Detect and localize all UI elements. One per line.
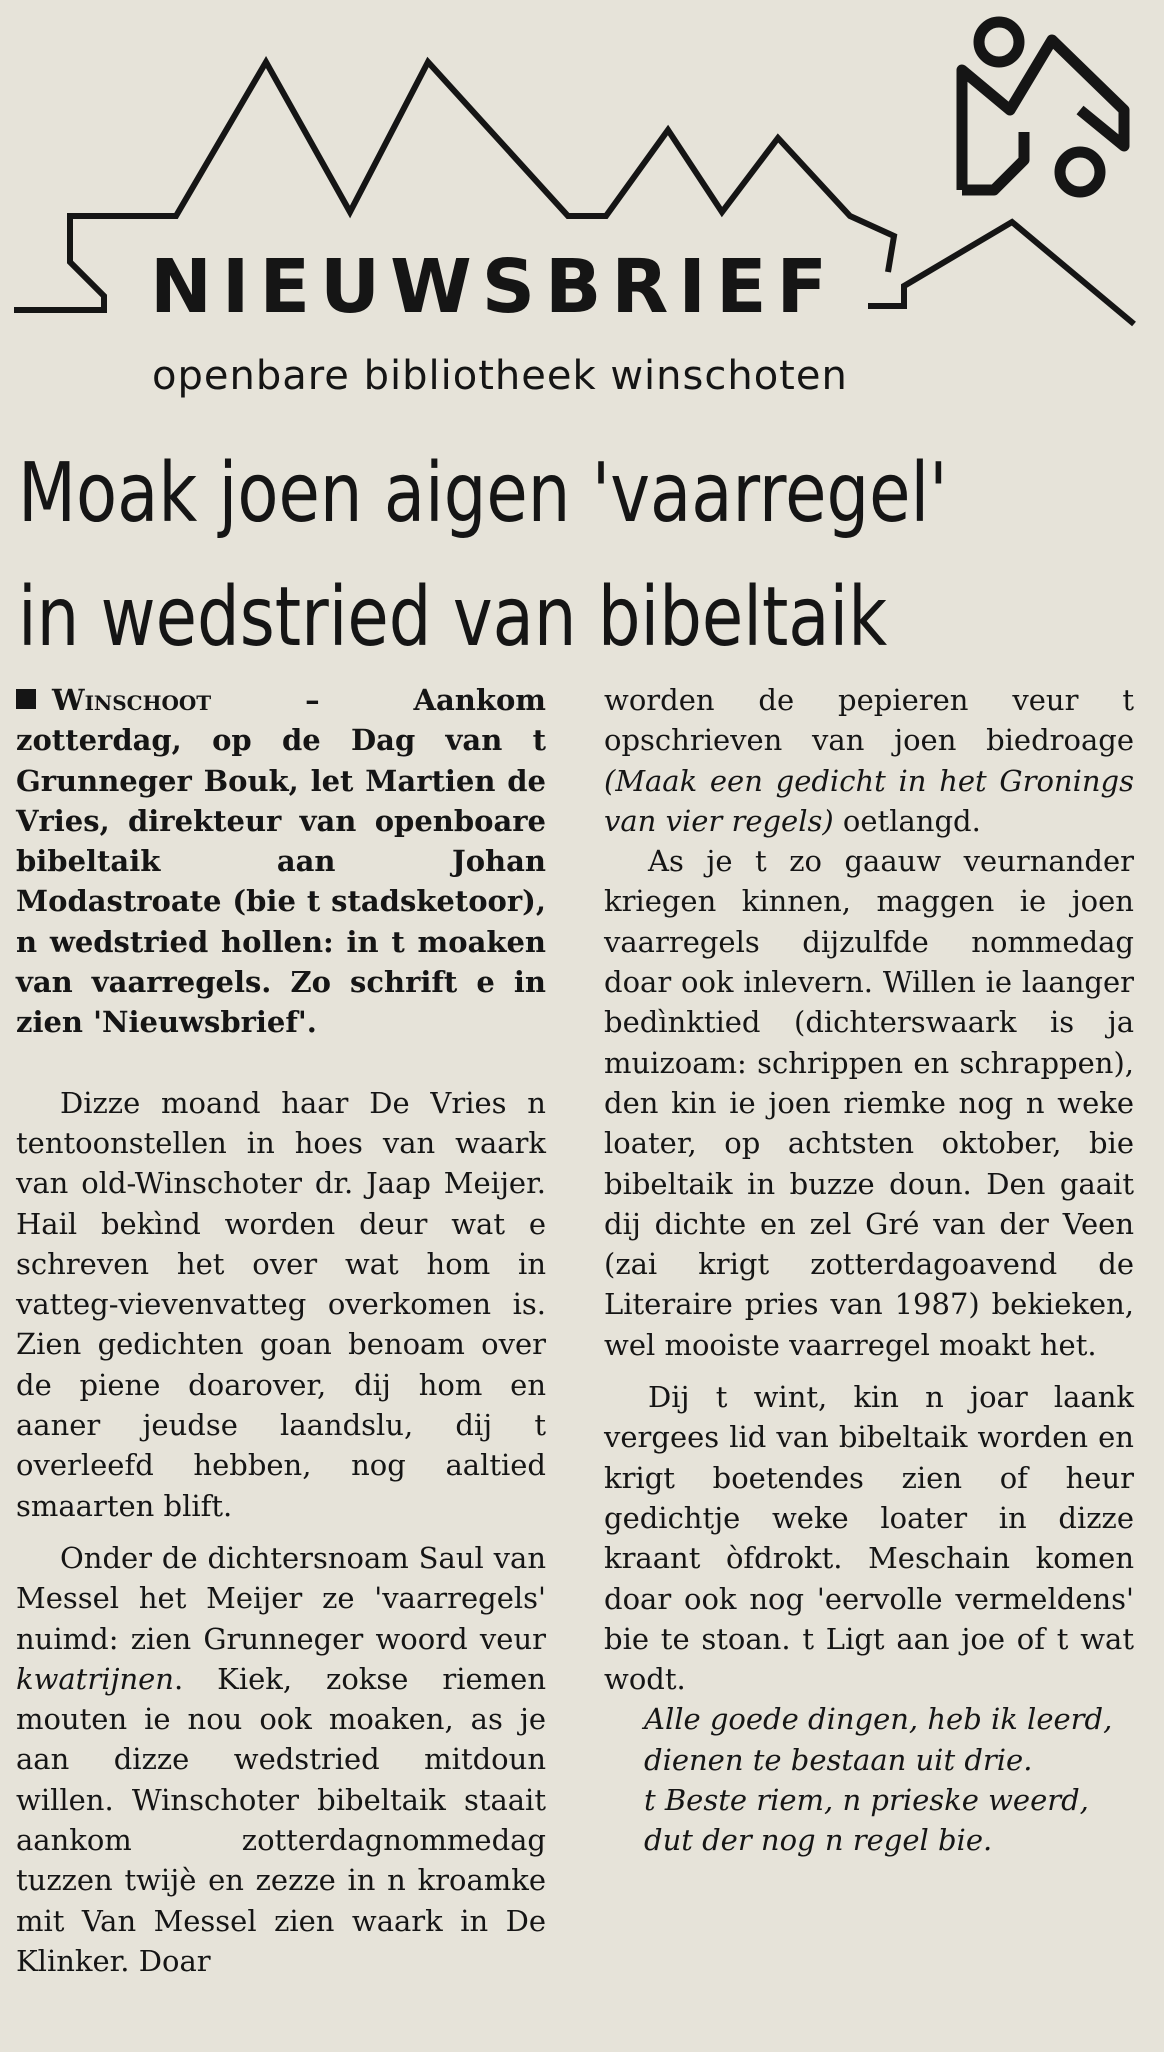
poem-line-1: Alle goede dingen, heb ik leerd, bbox=[644, 1702, 1113, 1737]
poem-line-4: dut der nog n regel bie. bbox=[644, 1823, 993, 1858]
poem bbox=[604, 1699, 1134, 1860]
dateline: Winschoot bbox=[52, 683, 212, 717]
article-lead bbox=[16, 680, 546, 1043]
article-headline bbox=[18, 432, 948, 680]
newsletter-subtitle: openbare bibliotheek winschoten bbox=[152, 353, 848, 399]
bullet-square-icon bbox=[16, 689, 36, 709]
paragraph-1: Dizze moand haar De Vries n tentoonstellen in hoes van waark van old-Winschoter dr. Jaap Meijer. Hail bekìnd worden deur wat e schreven het over wat hom in vatteg-vievenvatteg overkomen is. Zien gedichten goan benoam over de piene doarover, dij hom en aaner jeudse laandslu, dij t overleefd hebben, nog aaltied smaarten blift. bbox=[16, 1085, 546, 1523]
paragraph-5: Dij t wint, kin n joar laank vergees lid van bibeltaik worden en krigt boetendes zien of heur gedichtje weke loater in dizze kraant òfdrokt. Meschain komen doar ook nog 'eervolle vermeldens' bie te stoan. t Ligt aan joe of t wat wodt. bbox=[604, 1380, 1134, 1697]
article-column-right bbox=[604, 680, 1134, 1861]
article-column-left bbox=[16, 680, 546, 1981]
italic-note: (Maak een gedicht in het Gronings van vier regels) bbox=[604, 763, 1134, 838]
newsletter-title: NIEUWSBRIEF bbox=[150, 244, 838, 330]
lead-text: – Aankom zotterdag, op de Dag van t Grunneger Bouk, let Martien de Vries, direkteur van openboare bibeltaik aan Johan Modastroate (bie t stadsketoor), n wedstried hollen: in t moaken van vaarregels. Zo schrift e in zien 'Nieuwsbrief'. bbox=[16, 683, 546, 1040]
headline-line-1: Moak joen aigen 'vaarregel' bbox=[18, 446, 948, 541]
headline-line-2: in wedstried van bibeltaik bbox=[18, 570, 888, 665]
paragraph-3: worden de pepieren veur t opschrieven van joen biedroage (Maak een gedicht in het Gronings van vier regels) oetlangd. bbox=[604, 683, 1134, 838]
italic-term: kwatrijnen bbox=[16, 1661, 174, 1696]
masthead bbox=[0, 0, 1164, 420]
library-emblem-icon bbox=[962, 22, 1124, 192]
poem-line-3: t Beste riem, n prieske weerd, bbox=[644, 1783, 1089, 1818]
poem-line-2: dienen te bestaan uit drie. bbox=[644, 1742, 1033, 1777]
paragraph-4: As je t zo gaauw veurnander kriegen kinnen, maggen ie joen vaarregels dijzulfde nommedag doar ook inlevern. Willen ie laanger bedìnktied (dichterswaark is ja muizoam: schrippen en schrappen), den kin ie joen riemke nog n weke loater, op achtsten oktober, bie bibeltaik in buzze doun. Den gaait dij dichte en zel Gré van der Veen (zai krigt zotterdagoavend de Literaire pries van 1987) bekieken, wel mooiste vaarregel moakt het. bbox=[604, 844, 1134, 1362]
paragraph-2: Onder de dichtersnoam Saul van Messel het Meijer ze 'vaarregels' nuimd: zien Grunneger woord veur kwatrijnen. Kiek, zokse riemen mouten ie nou ook moaken, as je aan dizze wedstried mitdoun willen. Winschoter bibeltaik staait aankom zotterdagnommedag tuzzen twijè en zezze in n kroamke mit Van Messel zien waark in De Klinker. Doar bbox=[16, 1540, 546, 1978]
